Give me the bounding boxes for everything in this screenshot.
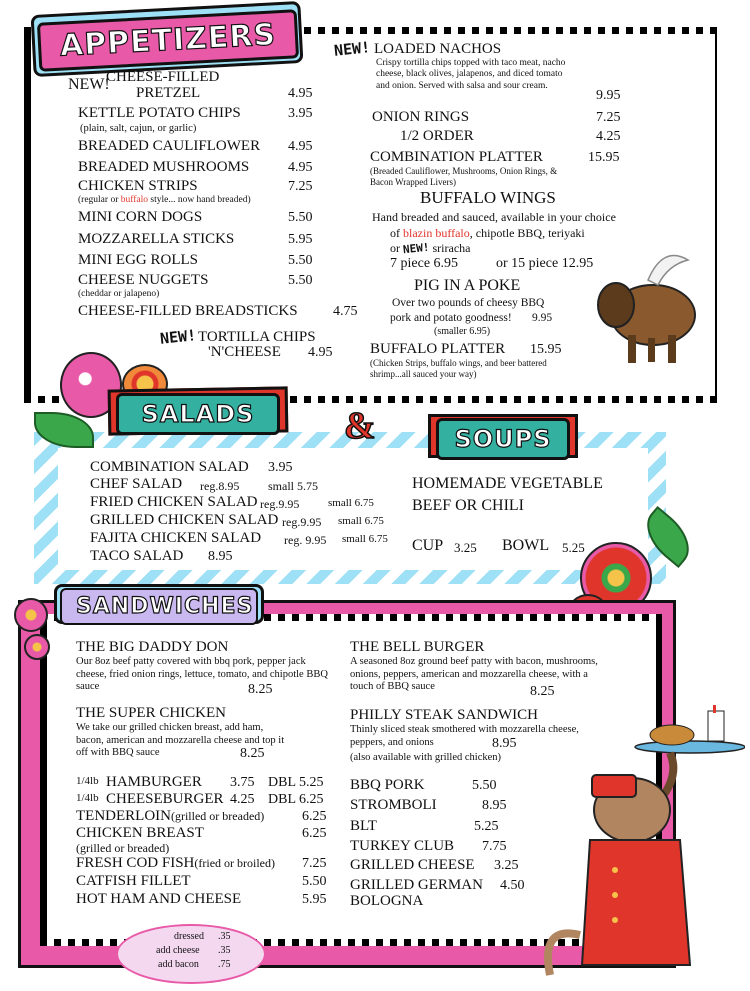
sandwiches-left: [76, 640, 348, 910]
item-price: 7.25: [596, 110, 621, 125]
sandwich-name: PHILLY STEAK SANDWICH: [350, 707, 538, 723]
item-name: MINI EGG ROLLS: [78, 252, 198, 268]
salad-small: small 6.75: [338, 515, 384, 527]
sandwich-price: 3.75: [230, 775, 255, 790]
tenderloin-name: TENDERLOIN: [76, 808, 171, 824]
sandwich-desc: A seasoned 8oz ground beef patty with bacon, mushrooms, onions, peppers, american and mozzarella cheese, with a touch of BBQ sauce: [350, 656, 598, 693]
sandwich-name: TURKEY CLUB: [350, 838, 455, 854]
item-desc: (plain, salt, cajun, or garlic): [80, 123, 197, 134]
sandwich-price: 4.50: [500, 878, 525, 893]
item-price: 15.95: [588, 150, 620, 165]
salad-name: COMBINATION SALAD: [90, 459, 249, 475]
sandwich-price: 3.25: [494, 858, 519, 873]
wings-7: 7 piece 6.95: [390, 256, 459, 271]
item-name: MOZZARELLA STICKS: [78, 231, 235, 247]
sandwich-desc: We take our grilled chicken breast, add ham, bacon, american and mozzarella cheese and top it off with BBQ sauce: [76, 722, 285, 759]
soup-cup: CUP: [412, 537, 444, 554]
item-price: 5.50: [288, 273, 313, 288]
sandwich-name: THE BIG DADDY DON: [76, 639, 229, 655]
salad-small: small 6.75: [328, 497, 374, 509]
pig-line: pork and potato goodness!: [390, 312, 512, 324]
sandwich-name: THE SUPER CHICKEN: [76, 705, 227, 721]
bellhop-monkey-icon: [540, 705, 745, 983]
salad-price: 3.95: [268, 460, 293, 475]
sandwich-price: 5.95: [302, 892, 327, 907]
sandwich-name: THE BELL BURGER: [350, 639, 485, 655]
appetizers-left: [68, 68, 364, 368]
salad-reg: reg.9.95: [260, 497, 300, 511]
item-name: CHICKEN STRIPS: [78, 178, 198, 194]
extra-label: add cheese: [156, 945, 200, 956]
sandwich-price: 5.50: [472, 778, 497, 793]
salad-price: 8.95: [208, 549, 233, 564]
sandwich-name: [76, 809, 264, 825]
item-desc: (cheddar or jalapeno): [78, 289, 160, 299]
item-name: ONION RINGS: [372, 109, 470, 125]
extra-price: .75: [218, 959, 231, 970]
item-name: COMBINATION PLATTER: [370, 149, 543, 165]
item-desc: (Chicken Strips, buffalo wings, and beer battered shrimp...all sauced your way): [370, 358, 547, 379]
salad-name: GRILLED CHICKEN SALAD: [90, 512, 279, 528]
sandwich-desc: Our 8oz beef patty covered with bbq pork, pepper jack cheese, fried onion rings, lettuce, tomato, and chipotle BBQ sauce: [76, 656, 328, 693]
item-price: 3.95: [288, 106, 313, 121]
salad-small: small 5.75: [268, 479, 318, 493]
sandwich-desc: Thinly sliced steak smothered with mozzarella cheese, peppers, and onions: [350, 724, 579, 748]
wings-c: , chipotle BBQ, teriyaki: [469, 226, 585, 240]
new-badge: NEW!: [159, 326, 197, 348]
item-name: BREADED CAULIFLOWER: [78, 138, 261, 154]
item-name: BREADED MUSHROOMS: [78, 159, 250, 175]
desc-a: (regular or: [78, 195, 121, 205]
salad-reg: reg.9.95: [282, 515, 322, 529]
item-name: BUFFALO PLATTER: [370, 341, 506, 357]
sandwich-sub: (grilled or breaded): [76, 841, 170, 855]
item-name: LOADED NACHOS: [374, 41, 502, 57]
sandwich-name: HAMBURGER: [106, 774, 202, 790]
salad-small: small 6.75: [342, 533, 388, 545]
sandwich-price: 8.95: [482, 798, 507, 813]
item-desc: [78, 195, 251, 206]
pig-line: Over two pounds of cheesy BBQ: [392, 297, 545, 309]
sandwich-price: 4.25: [230, 792, 255, 807]
extra-price: .35: [218, 945, 231, 956]
ampersand: &: [344, 405, 376, 447]
sandwich-name: GRILLED GERMAN: [350, 877, 483, 893]
soup-bowl-price: 5.25: [562, 540, 585, 555]
desc-c: style... now hand breaded): [148, 195, 251, 205]
item-desc: (Breaded Cauliflower, Mushrooms, Onion Rings, & Bacon Wrapped Livers): [370, 166, 558, 187]
soup-bowl: BOWL: [502, 537, 550, 554]
salad-name: TACO SALAD: [90, 548, 184, 564]
sandwich-name: CATFISH FILLET: [76, 873, 191, 889]
wings-sriracha: sriracha: [429, 241, 471, 255]
salad-reg: reg. 9.95: [284, 533, 327, 547]
item-name-2: 'N'CHEESE: [208, 344, 281, 360]
extras-oval: [116, 924, 266, 984]
sandwich-qty: 1/4lb: [76, 792, 99, 804]
appetizers-right: [334, 40, 624, 380]
wings-b: blazin buffalo: [403, 226, 470, 240]
item-name-2: PRETZEL: [136, 85, 201, 101]
sandwich-name: GRILLED CHEESE: [350, 857, 475, 873]
pink-flower-icon: [24, 634, 50, 660]
sandwich-price: 8.95: [492, 736, 517, 751]
sandwich-price: 7.75: [482, 839, 507, 854]
soup-line: HOMEMADE VEGETABLE: [412, 475, 603, 492]
sandwich-note: (also available with grilled chicken): [350, 752, 502, 763]
flying-bison-icon: [588, 240, 708, 370]
tenderloin-sub: (grilled or breaded): [170, 809, 265, 823]
sandwich-name: CHEESEBURGER: [106, 791, 224, 807]
item-price: 4.75: [333, 304, 358, 319]
sandwich-price: 6.25: [302, 809, 327, 824]
salad-name: FRIED CHICKEN SALAD: [90, 494, 258, 510]
wings-line: Hand breaded and sauced, available in your choice: [372, 210, 616, 224]
wings-a: of: [390, 226, 403, 240]
item-price: 15.95: [530, 342, 562, 357]
sandwich-name: BBQ PORK: [350, 777, 425, 793]
item-price: 4.95: [308, 345, 333, 360]
sandwich-price: 6.25: [302, 826, 327, 841]
cod-name: FRESH COD FISH: [76, 855, 195, 871]
pig-price: 9.95: [532, 312, 553, 324]
desc-b: buffalo: [120, 195, 148, 205]
section-title: BUFFALO WINGS: [420, 188, 556, 207]
item-price: 4.95: [288, 139, 313, 154]
item-price: 7.25: [288, 179, 313, 194]
item-name: KETTLE POTATO CHIPS: [78, 105, 241, 121]
sandwich-name: STROMBOLI: [350, 797, 437, 813]
sandwich-name-2: BOLOGNA: [350, 893, 424, 909]
wings-15: or 15 piece 12.95: [496, 256, 594, 271]
sandwich-dbl: DBL 6.25: [268, 792, 324, 807]
new-badge: NEW!: [68, 76, 110, 93]
item-name: TORTILLA CHIPS: [198, 329, 316, 345]
sandwich-price: 5.50: [302, 874, 327, 889]
sandwich-dbl: DBL 5.25: [268, 775, 324, 790]
wings-line: [390, 226, 585, 240]
item-price: 5.50: [288, 253, 313, 268]
item-name: MINI CORN DOGS: [78, 209, 203, 225]
item-price: 4.25: [596, 129, 621, 144]
item-name: 1/2 ORDER: [400, 128, 474, 144]
pig-small: (smaller 6.95): [434, 326, 491, 337]
soup-line: BEEF OR CHILI: [412, 497, 524, 514]
sandwich-price: 8.25: [240, 746, 265, 761]
item-price: 4.95: [288, 86, 313, 101]
item-price: 5.95: [288, 232, 313, 247]
extra-price: .35: [218, 931, 231, 942]
sandwich-price: 5.25: [474, 819, 499, 834]
salads-list: [90, 460, 390, 572]
sandwich-price: 7.25: [302, 856, 327, 871]
item-name: CHEESE-FILLED: [106, 69, 220, 85]
section-title: PIG IN A POKE: [414, 277, 521, 294]
soup-cup-price: 3.25: [454, 540, 477, 555]
new-badge: NEW!: [402, 240, 431, 257]
sandwich-qty: 1/4lb: [76, 775, 99, 787]
salads-title: SALADS: [116, 393, 280, 435]
salad-name: CHEF SALAD: [90, 476, 183, 492]
item-price: 5.50: [288, 210, 313, 225]
item-price: 9.95: [596, 88, 621, 103]
appetizers-title: APPETIZERS: [37, 9, 299, 72]
salad-name: FAJITA CHICKEN SALAD: [90, 530, 262, 546]
item-desc: Crispy tortilla chips topped with taco meat, nacho cheese, black olives, jalapenos, and diced tomato and onion. Served with salsa and sour cream.: [376, 58, 566, 91]
sandwich-price: 8.25: [530, 684, 555, 699]
pink-flower-icon: [14, 598, 48, 632]
soups-title: SOUPS: [436, 418, 570, 460]
item-price: 4.95: [288, 160, 313, 175]
sandwich-price: 8.25: [248, 682, 273, 697]
sandwich-name: CHICKEN BREAST: [76, 825, 204, 841]
new-badge: NEW!: [333, 38, 371, 60]
wings-line: [390, 241, 470, 255]
salad-reg: reg.8.95: [200, 479, 240, 493]
wings-or: or: [390, 241, 403, 255]
extra-label: dressed: [174, 931, 204, 942]
item-name: CHEESE NUGGETS: [78, 272, 209, 288]
sandwiches-title: SANDWICHES: [60, 588, 258, 625]
sandwich-name: HOT HAM AND CHEESE: [76, 891, 242, 907]
item-name: CHEESE-FILLED BREADSTICKS: [78, 303, 298, 319]
extra-label: add bacon: [158, 959, 199, 970]
sandwich-name: [76, 856, 275, 872]
sandwich-name: BLT: [350, 818, 377, 834]
cod-sub: (fried or broiled): [194, 856, 276, 870]
